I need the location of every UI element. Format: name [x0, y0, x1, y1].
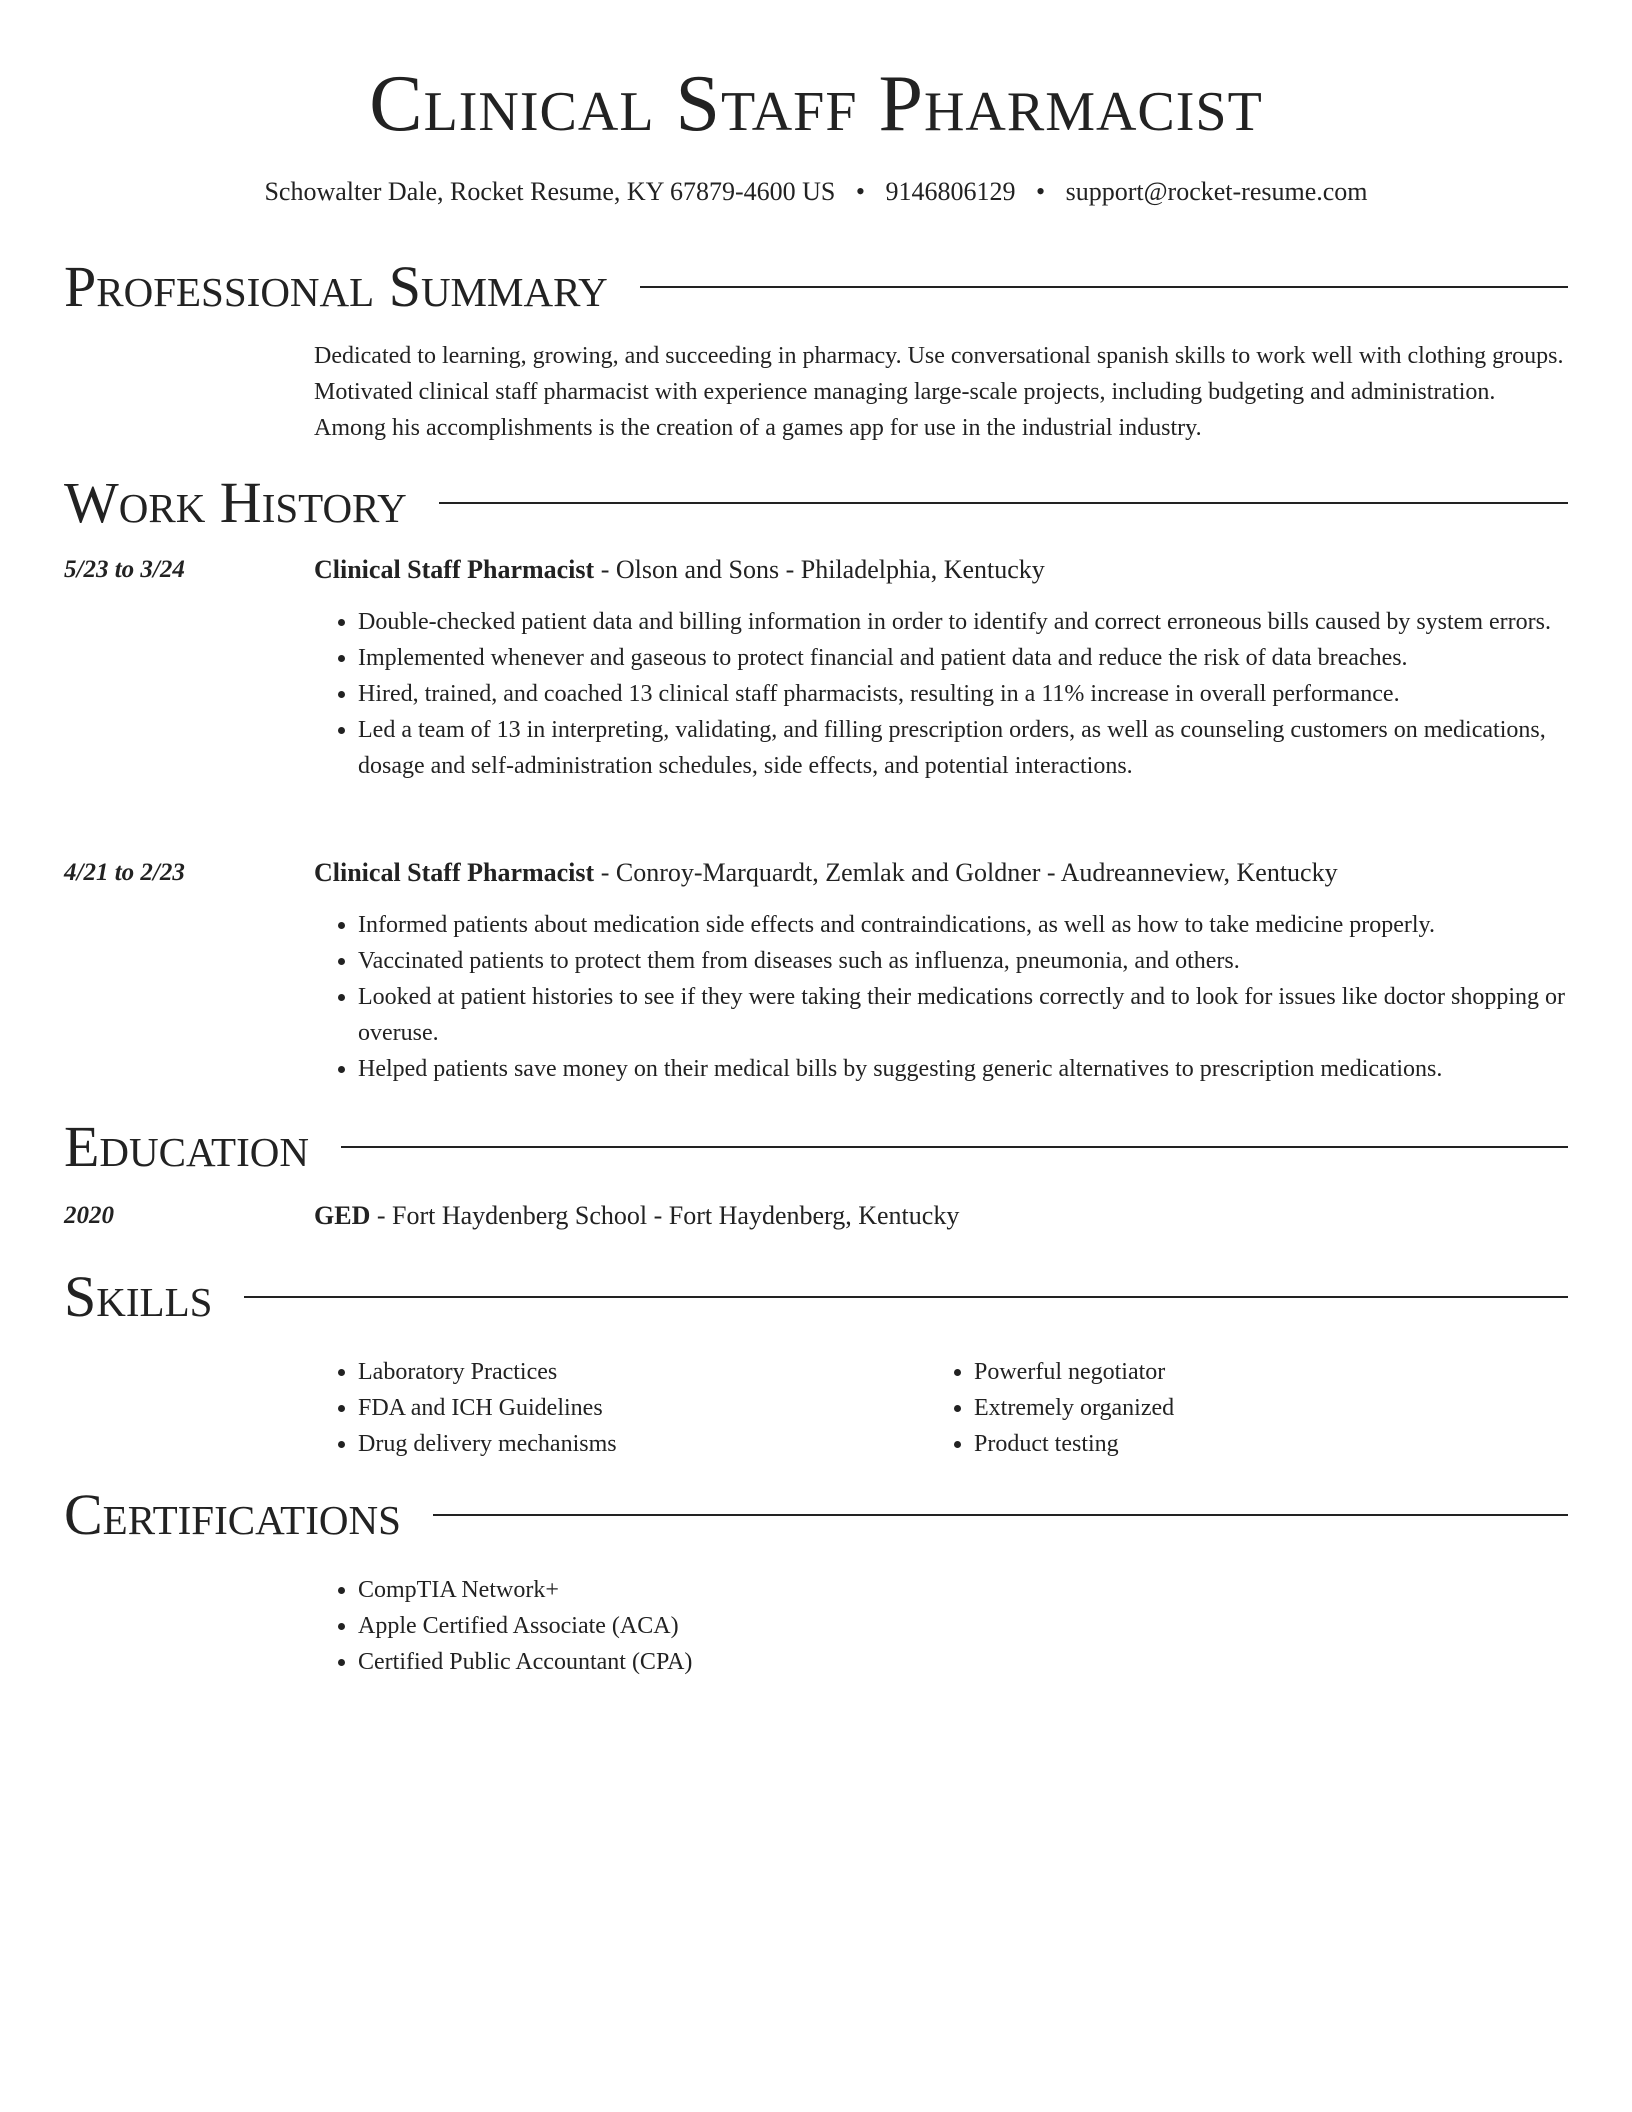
job-heading — [314, 855, 1338, 891]
job-bullets — [314, 604, 1568, 784]
contact-separator: • — [1036, 177, 1046, 206]
list-item: • Led a team of 13 in interpreting, validating, and filling prescription orders, as well as counseling customers on medications, dosage and self-administration schedules, side effects, and potential interactions. — [358, 712, 1568, 784]
list-item: • Implemented whenever and gaseous to protect financial and patient data and reduce the risk of data breaches. — [358, 640, 1568, 676]
job-dates: 4/21 to 2/23 — [64, 859, 185, 886]
education-details: - Fort Haydenberg School - Fort Haydenberg, Kentucky — [370, 1201, 960, 1230]
list-item: • Extremely organized — [974, 1390, 1530, 1426]
list-item: • Helped patients save money on their medical bills by suggesting generic alternatives to prescription medications. — [358, 1051, 1568, 1087]
list-item: • FDA and ICH Guidelines — [358, 1390, 914, 1426]
skills-list-right — [930, 1354, 1530, 1462]
education-degree: GED — [314, 1201, 371, 1230]
summary-text: Dedicated to learning, growing, and succeeding in pharmacy. Use conversational spanish skills to work well with clothing groups. Motivated clinical staff pharmacist with experience managing large-scale projects, including budgeting and administration. Among his accomplishments is the creation of a games app for use in the industrial industry. — [314, 343, 1564, 441]
list-item: • Double-checked patient data and billing information in order to identify and correct erroneous bills caused by system errors. — [358, 604, 1568, 640]
section-divider — [433, 1514, 1568, 1516]
job-title: Clinical Staff Pharmacist — [314, 858, 595, 887]
list-item: • Product testing — [974, 1426, 1530, 1462]
skills-list-left — [314, 1354, 914, 1462]
certifications-title: Certifications — [64, 1482, 401, 1547]
list-item: • Vaccinated patients to protect them from diseases such as influenza, pneumonia, and others. — [358, 943, 1568, 979]
job-details: - Olson and Sons - Philadelphia, Kentucky — [594, 555, 1045, 584]
list-item: • Informed patients about medication side effects and contraindications, as well as how to take medicine properly. — [358, 907, 1568, 943]
list-item: • Powerful negotiator — [974, 1354, 1530, 1390]
contact-email: support@rocket-resume.com — [1065, 177, 1368, 206]
work-title: Work History — [64, 470, 407, 535]
job-details: - Conroy-Marquardt, Zemlak and Goldner - Audreanneview, Kentucky — [594, 858, 1338, 887]
job-heading — [314, 552, 1045, 588]
education-year: 2020 — [64, 1202, 114, 1229]
certifications-section-heading — [64, 1480, 1568, 1550]
job-bullets — [314, 907, 1568, 1087]
certifications-list — [314, 1572, 1314, 1680]
skills-section-heading — [64, 1262, 1568, 1332]
list-item: • Certified Public Accountant (CPA) — [358, 1644, 1314, 1680]
job-title: Clinical Staff Pharmacist — [314, 555, 595, 584]
skills-title: Skills — [64, 1264, 213, 1329]
resume-name: Clinical Staff Pharmacist — [369, 60, 1263, 148]
work-section-heading — [64, 468, 1568, 538]
list-item: • Laboratory Practices — [358, 1354, 914, 1390]
list-item: • Looked at patient histories to see if they were taking their medications correctly and to look for issues like doctor shopping or overuse. — [358, 979, 1568, 1051]
contact-phone: 9146806129 — [885, 177, 1016, 206]
contact-line — [0, 174, 1632, 210]
list-item: • CompTIA Network+ — [358, 1572, 1314, 1608]
list-item: • Drug delivery mechanisms — [358, 1426, 914, 1462]
list-item: • Apple Certified Associate (ACA) — [358, 1608, 1314, 1644]
education-section-heading — [64, 1112, 1568, 1182]
section-divider — [244, 1296, 1568, 1298]
summary-section-heading — [64, 252, 1568, 322]
job-dates: 5/23 to 3/24 — [64, 556, 185, 583]
contact-separator: • — [855, 177, 865, 206]
education-heading — [314, 1198, 959, 1234]
section-divider — [439, 502, 1568, 504]
contact-address: Schowalter Dale, Rocket Resume, KY 67879-4600 US — [264, 177, 836, 206]
list-item: • Hired, trained, and coached 13 clinical staff pharmacists, resulting in a 11% increase in overall performance. — [358, 676, 1568, 712]
summary-title: Professional Summary — [64, 254, 608, 319]
section-divider — [640, 286, 1568, 288]
section-divider — [341, 1146, 1568, 1148]
education-title: Education — [64, 1114, 309, 1179]
